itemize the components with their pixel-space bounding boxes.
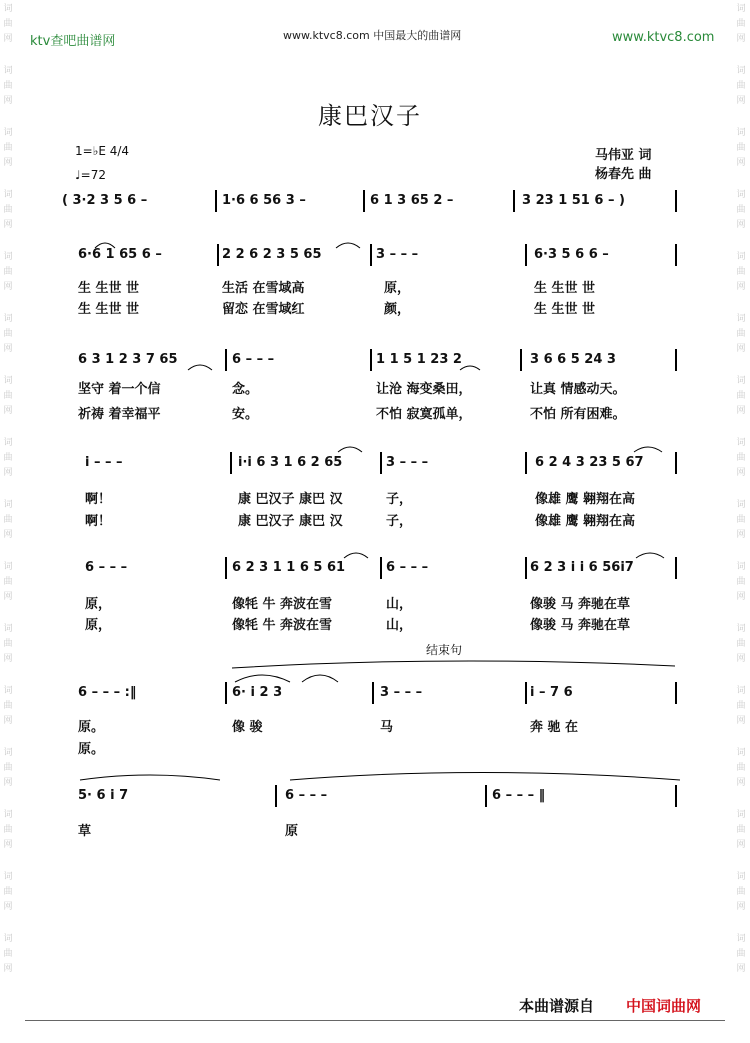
watermark-text: 词 曲 网 <box>736 190 746 230</box>
lyric-segment: 像骏 马 奔驰在草 <box>530 597 631 612</box>
tempo-marking: ♩=72 <box>75 168 106 182</box>
song-title: 康巴汉子 <box>318 102 422 130</box>
lyric-segment: 坚守 着一个信 <box>78 382 161 397</box>
measure: 3 – – – <box>380 685 423 700</box>
lyric-segment: 原。 <box>78 742 105 757</box>
measure: 6 2 3 1 1 6 5 61 <box>232 560 346 575</box>
lyric-segment: 安。 <box>232 407 259 422</box>
slur <box>338 447 362 452</box>
measure: 6·3 5 6 6 – <box>534 247 609 262</box>
measure: ( 3·2 3 5 6 – <box>62 193 148 208</box>
lyric-segment: 让真 情感动天。 <box>530 382 626 397</box>
lyric-segment: 山， <box>386 618 413 633</box>
slur <box>302 675 338 682</box>
slur <box>336 243 360 248</box>
watermark-text: 词 曲 网 <box>3 252 13 292</box>
measure: 6 – – – <box>232 352 275 367</box>
lyric-segment: 奔 驰 在 <box>530 720 579 735</box>
measure: 6 – – – ‖ <box>492 788 546 803</box>
lyric-segment: 康 巴汉子 康巴 汉 <box>238 492 343 507</box>
lyric-segment: 像 骏 <box>232 720 263 735</box>
watermark-text: 词 曲 网 <box>3 66 13 106</box>
lyric-segment: 山， <box>386 597 413 612</box>
lyric-segment: 祈祷 着幸福平 <box>78 407 161 422</box>
lyric-segment: 子， <box>386 492 413 507</box>
watermark-text: 词 曲 网 <box>736 562 746 602</box>
lyric-segment: 草 <box>78 824 92 839</box>
footer-source-brand[interactable]: 中国词曲网 <box>626 997 702 1015</box>
slur <box>634 447 662 452</box>
watermark-text: 词 曲 网 <box>3 128 13 168</box>
lyric-segment: 生 生世 世 <box>534 302 596 317</box>
lyric-segment: 生活 在雪域高 <box>222 281 305 296</box>
watermark-text: 词 曲 网 <box>3 562 13 602</box>
measure: 3 – – – <box>386 455 429 470</box>
watermark-text: 词 曲 网 <box>3 4 13 44</box>
watermark-text: 词 曲 网 <box>3 748 13 788</box>
slur <box>460 366 480 370</box>
watermark-text: 词 曲 网 <box>736 500 746 540</box>
measure: 6 – – – <box>85 560 128 575</box>
slur <box>80 775 220 780</box>
watermark-text: 词 曲 网 <box>3 500 13 540</box>
measure: 3 – – – <box>376 247 419 262</box>
lyric-segment: 让沧 海变桑田， <box>376 382 472 397</box>
lyric-segment: 啊！ <box>85 514 112 529</box>
watermark-text: 词 曲 网 <box>736 438 746 478</box>
slur <box>235 675 290 682</box>
lyric-segment: 生 生世 世 <box>534 281 596 296</box>
watermark-text: 词 曲 网 <box>3 314 13 354</box>
lyric-segment: 原， <box>85 618 112 633</box>
lyric-segment: 像骏 马 奔驰在草 <box>530 618 631 633</box>
watermark-text: 词 曲 网 <box>736 624 746 664</box>
lyric-segment: 原。 <box>78 720 105 735</box>
watermark-text: 词 曲 网 <box>3 686 13 726</box>
watermark-text: 词 曲 网 <box>736 66 746 106</box>
lyric-segment: 像牦 牛 奔波在雪 <box>232 597 333 612</box>
lyric-segment: 啊！ <box>85 492 112 507</box>
watermark-text: 词 曲 网 <box>736 252 746 292</box>
measure: 6· i 2 3 <box>232 685 283 700</box>
measure: 2 2 6 2 3 5 65 <box>222 247 322 262</box>
lyric-segment: 不怕 所有困难。 <box>530 407 626 422</box>
measure: 1·6 6 56 3 – <box>222 193 306 208</box>
slur <box>344 553 368 558</box>
measure: 3 23 1 51 6 – ) <box>522 193 625 208</box>
measure: 6·6 1 65 6 – <box>78 247 162 262</box>
slur <box>232 661 675 668</box>
lyric-segment: 子， <box>386 514 413 529</box>
lyric-segment: 原， <box>384 281 411 296</box>
slur <box>188 365 212 370</box>
watermark-text: 词 曲 网 <box>736 128 746 168</box>
site-name-left[interactable]: ktv查吧曲谱网 <box>30 34 116 49</box>
measure: 5· 6 i 7 <box>78 788 129 803</box>
lyric-segment: 生 生世 世 <box>78 281 140 296</box>
lyric-segment: 康 巴汉子 康巴 汉 <box>238 514 343 529</box>
measure: i·i 6 3 1 6 2 65 <box>238 455 343 470</box>
footer-source-label: 本曲谱源自 <box>519 997 595 1015</box>
watermark-text: 词 曲 网 <box>3 438 13 478</box>
measure: 6 2 4 3 23 5 67 <box>535 455 644 470</box>
watermark-text: 词 曲 网 <box>736 872 746 912</box>
measure: 6 – – – <box>386 560 429 575</box>
lyric-segment: 像雄 鹰 翱翔在高 <box>535 492 636 507</box>
watermark-text: 词 曲 网 <box>736 686 746 726</box>
footer-divider <box>25 1020 725 1021</box>
watermark-text: 词 曲 网 <box>736 314 746 354</box>
measure: 3 6 6 5 24 3 <box>530 352 616 367</box>
watermark-text: 词 曲 网 <box>736 376 746 416</box>
measure: 6 – – – <box>285 788 328 803</box>
lyric-segment: 原， <box>85 597 112 612</box>
watermark-text: 词 曲 网 <box>3 376 13 416</box>
measure: i – – – <box>85 455 123 470</box>
watermark-text: 词 曲 网 <box>3 934 13 974</box>
measure: i – 7 6 <box>530 685 573 700</box>
watermark-text: 词 曲 网 <box>736 748 746 788</box>
watermark-text: 词 曲 网 <box>3 872 13 912</box>
slur <box>290 773 680 781</box>
watermark-text: 词 曲 网 <box>736 810 746 850</box>
lyric-segment: 像雄 鹰 翱翔在高 <box>535 514 636 529</box>
lyric-segment: 念。 <box>232 382 259 397</box>
lyric-segment: 生 生世 世 <box>78 302 140 317</box>
lyricist-credit: 马伟亚 词 <box>595 148 652 163</box>
measure: 1 1 5 1 23 2 <box>376 352 462 367</box>
composer-credit: 杨春先 曲 <box>595 167 652 182</box>
key-signature: 1=♭E 4/4 <box>75 144 130 158</box>
measure: 6 1 3 65 2 – <box>370 193 454 208</box>
measure: 6 – – – :‖ <box>78 685 137 700</box>
lyric-segment: 马 <box>380 720 394 735</box>
measure: 6 3 1 2 3 7 65 <box>78 352 178 367</box>
lyric-segment: 颜， <box>384 302 411 317</box>
ending-annotation: 结束句 <box>426 643 463 657</box>
lyric-segment: 原 <box>285 824 299 839</box>
watermark-text: 词 曲 网 <box>736 934 746 974</box>
watermark-text: 词 曲 网 <box>736 4 746 44</box>
measure: 6 2 3 i i 6 56i7 <box>530 560 634 575</box>
slur <box>636 553 664 558</box>
lyric-segment: 留恋 在雪域红 <box>222 302 305 317</box>
watermark-text: 词 曲 网 <box>3 190 13 230</box>
slur <box>95 243 115 248</box>
site-slogan[interactable]: www.ktvc8.com 中国最大的曲谱网 <box>283 29 462 42</box>
watermark-text: 词 曲 网 <box>3 624 13 664</box>
watermark-text: 词 曲 网 <box>3 810 13 850</box>
lyric-segment: 像牦 牛 奔波在雪 <box>232 618 333 633</box>
lyric-segment: 不怕 寂寞孤单， <box>376 407 472 422</box>
site-url-right[interactable]: www.ktvc8.com <box>612 30 715 45</box>
